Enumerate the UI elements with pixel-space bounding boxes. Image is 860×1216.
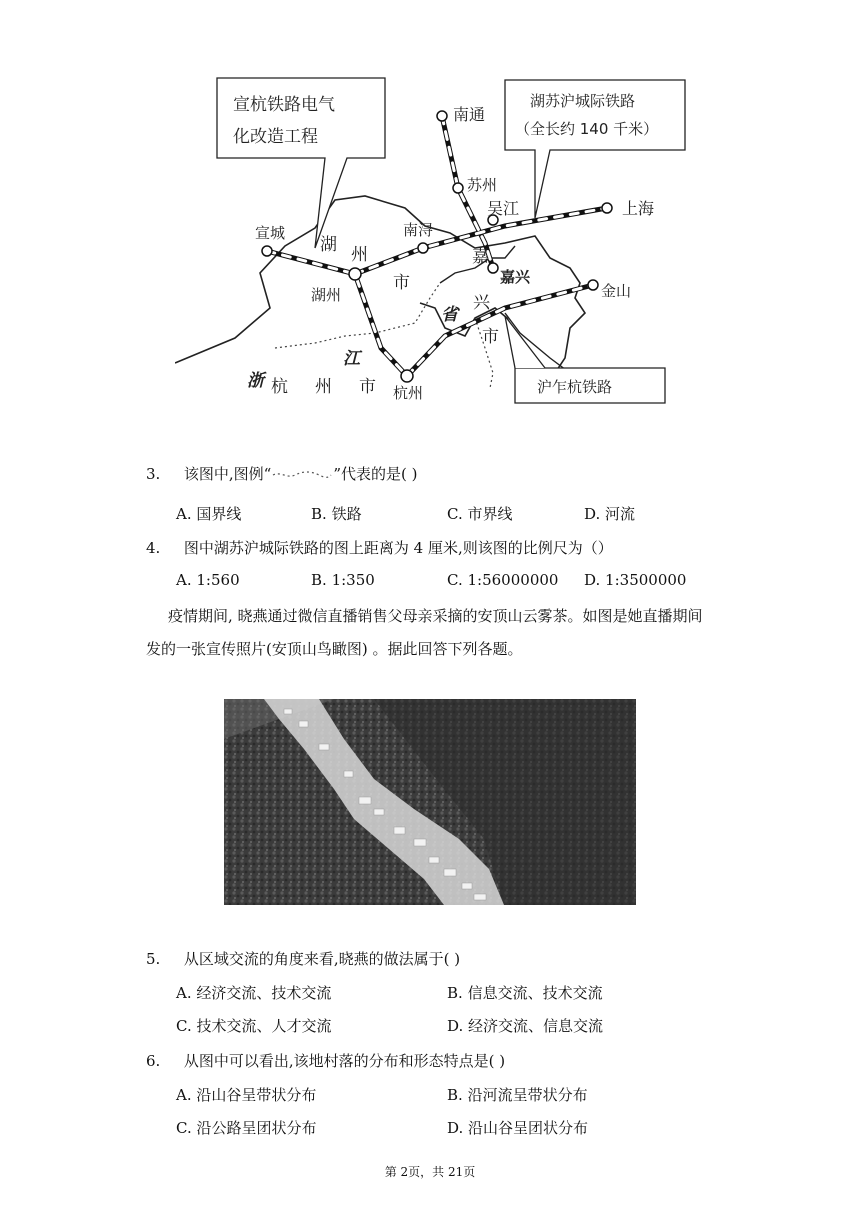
question-stem-after: ”代表的是( ) [333,465,418,483]
question-6 [146,1050,505,1071]
region-jiaxing-2: 兴 [473,293,490,313]
region-zhejiang-3: 省 [441,305,458,325]
region-huzhou-3: 市 [393,273,410,293]
option-letter: D. [584,505,601,523]
city-point-suzhou [453,183,463,193]
region-zhejiang-2: 江 [343,349,360,369]
question-number: 6. [146,1052,161,1070]
option-letter: B. [447,984,463,1002]
label-shanghai: 上海 [622,199,655,218]
option-letter: A. [176,1086,192,1104]
option-text: 铁路 [331,505,362,523]
q4-option-d[interactable] [584,571,686,589]
option-text: 国界线 [196,505,242,523]
option-letter: D. [447,1119,464,1137]
q3-option-a[interactable] [176,503,241,524]
question-number: 4. [146,539,161,557]
option-text: 信息交流、技术交流 [467,984,603,1002]
option-text: 沿山谷呈带状分布 [196,1086,317,1104]
question-stem: 从区域交流的角度来看,晓燕的做法属于( ) [183,950,461,968]
option-letter: C. [447,571,463,589]
option-letter: C. [176,1017,192,1035]
option-text: 沿山谷呈团状分布 [468,1119,589,1137]
question-stem: 图中湖苏沪城际铁路的图上距离为 4 厘米,则该图的比例尺为（） [183,539,613,557]
label-hangzhou-city: 杭州 [393,384,424,402]
city-point-jiaxing [488,263,498,273]
q4-option-a[interactable] [176,571,240,589]
option-text: 1:350 [331,571,375,589]
region-hangzhou-3: 市 [359,377,376,397]
option-text: 沿公路呈团状分布 [196,1119,317,1137]
anding-mountain-aerial-photo [224,699,636,905]
option-text: 沿河流呈带状分布 [467,1086,588,1104]
q5-option-b[interactable] [447,982,603,1003]
callout-huzhahang-text: 沪乍杭铁路 [537,378,613,396]
q3-option-b[interactable] [311,503,362,524]
option-text: 市界线 [467,505,513,523]
option-letter: A. [176,571,192,589]
q5-option-a[interactable] [176,982,331,1003]
q6-option-c[interactable] [176,1117,317,1138]
q6-option-b[interactable] [447,1084,588,1105]
option-text: 1:3500000 [605,571,687,589]
option-letter: C. [176,1119,192,1137]
region-jiaxing-3: 市 [482,327,499,347]
option-letter: B. [311,571,327,589]
q4-option-c[interactable] [447,571,558,589]
q6-option-d[interactable] [447,1117,588,1138]
option-text: 1:56000000 [467,571,559,589]
option-text: 河流 [605,505,636,523]
question-stem: 从图中可以看出,该地村落的分布和形态特点是( ) [183,1052,506,1070]
city-point-nanxun [418,243,428,253]
label-nanxun: 南浔 [403,221,434,239]
region-huzhou-2: 州 [351,245,368,265]
option-letter: A. [176,505,192,523]
label-suzhou: 苏州 [467,176,498,194]
region-hangzhou-1: 杭 [271,377,288,397]
option-letter: B. [311,505,327,523]
city-point-shanghai [602,203,612,213]
label-xuancheng: 宣城 [255,224,286,242]
callout-xuanhang-line2: 化改造工程 [233,127,318,147]
label-nantong: 南通 [453,105,486,124]
question-4 [146,537,613,558]
q3-option-d[interactable] [584,503,635,524]
option-letter: A. [176,984,192,1002]
question-number: 5. [146,950,161,968]
option-text: 经济交流、技术交流 [196,984,332,1002]
region-zhejiang-1: 浙 [247,371,264,391]
label-jinshan: 金山 [601,282,632,300]
passage-line-1: 疫情期间, 晓燕通过微信直播销售父母亲采摘的安顶山云雾茶。如图是她直播期间 [168,607,703,625]
page-footer: 第 2页，共 21页 [384,1165,476,1179]
passage-line-2: 发的一张宣传照片(安顶山鸟瞰图) 。据此回答下列各题。 [146,640,523,658]
option-letter: D. [584,571,601,589]
railway-map [175,68,695,413]
q6-option-a[interactable] [176,1084,316,1105]
callout-xuanhang-line1: 宣杭铁路电气 [233,95,335,115]
q4-option-b[interactable] [311,571,375,589]
question-5 [146,948,460,969]
region-jiaxing-1: 嘉 [472,247,489,267]
city-point-jinshan [588,280,598,290]
question-stem-before: 该图中,图例“ [183,465,272,483]
label-wujiang: 吴江 [487,199,520,218]
option-text: 技术交流、人才交流 [196,1017,332,1035]
option-letter: D. [447,1017,464,1035]
q5-option-d[interactable] [447,1015,603,1036]
option-text: 经济交流、信息交流 [468,1017,604,1035]
city-point-nantong [437,111,447,121]
city-point-xuancheng [262,246,272,256]
city-point-hangzhou [401,370,413,382]
option-text: 1:560 [196,571,240,589]
callout-husuhu-line2: （全长约 140 千米） [515,120,659,138]
q3-option-c[interactable] [447,503,513,524]
callout-husuhu-line1: 湖苏沪城际铁路 [530,92,636,110]
option-letter: C. [447,505,463,523]
question-number: 3. [146,465,161,483]
label-jiaxing-city: 嘉兴 [500,268,531,286]
region-hangzhou-2: 州 [315,377,332,397]
city-point-huzhou [349,268,361,280]
label-huzhou-city: 湖州 [311,286,342,304]
dotted-line-legend-icon [271,469,333,481]
region-huzhou-1: 湖 [320,235,337,255]
q5-option-c[interactable] [176,1015,332,1036]
question-3 [146,463,417,484]
city-boundary-1 [275,283,440,348]
option-letter: B. [447,1086,463,1104]
